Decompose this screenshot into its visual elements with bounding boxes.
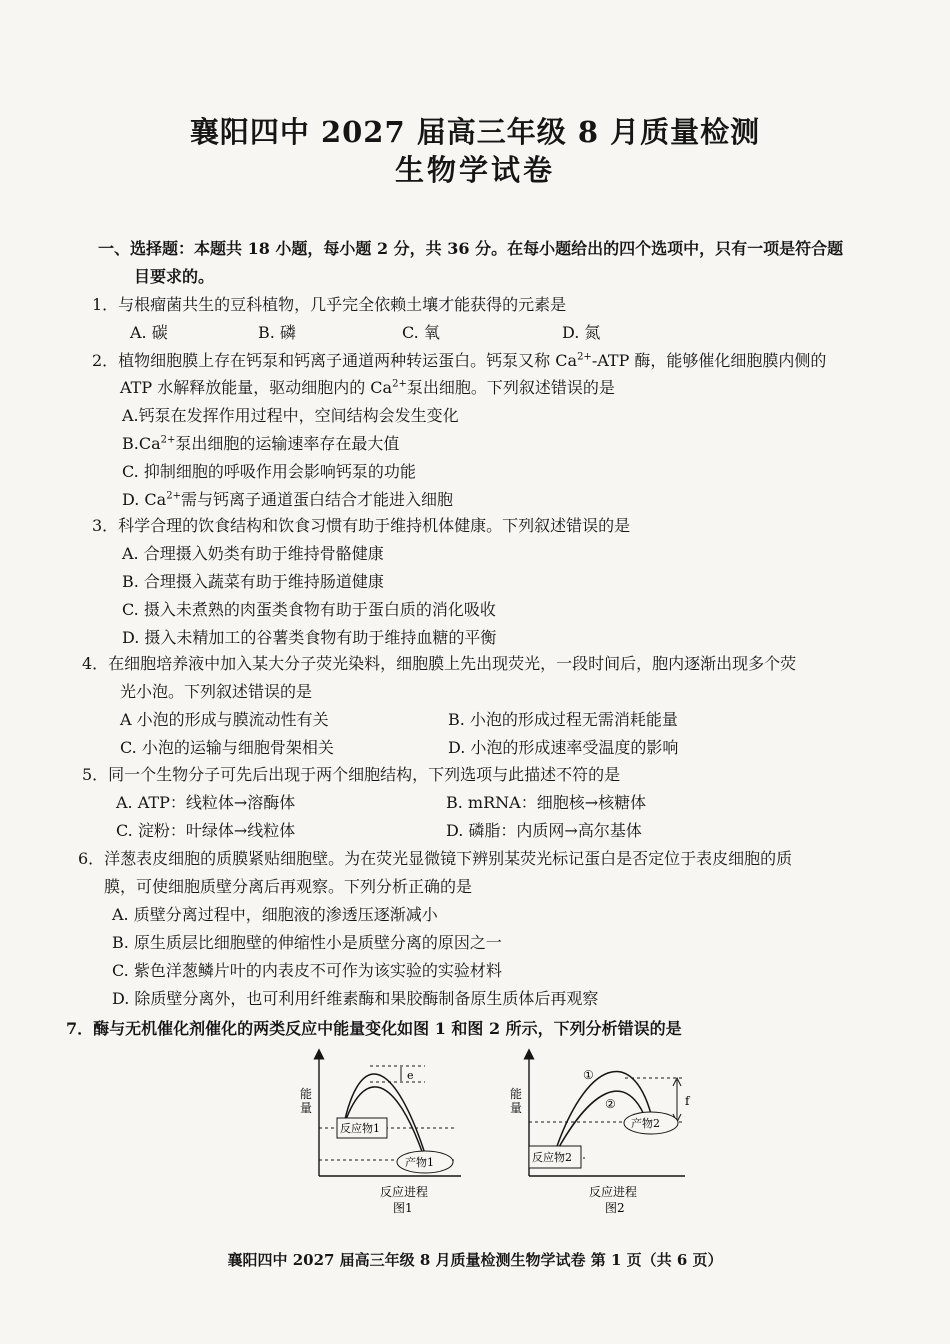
figure-1-caption: 图1	[393, 1201, 413, 1215]
question-2-stem-line1: 2．植物细胞膜上存在钙泵和钙离子通道两种转运蛋白。钙泵又称 $Ca^{2+}$-ATP 酶，能够催化细胞膜内侧的	[92, 351, 827, 370]
question-6-stem-line1: 6．洋葱表皮细胞的质膜紧贴细胞壁。为在荧光显微镜下辨别某荧光标记蛋白是否定位于表皮细胞的质	[78, 849, 793, 868]
question-1-option-b: B. 磷	[258, 323, 296, 342]
page-subtitle: 生物学试卷	[394, 153, 555, 187]
question-4-option-d: D. 小泡的形成速率受温度的影响	[448, 738, 679, 757]
figure-2-curve-2-label: ②	[605, 1097, 616, 1111]
question-5-option-b: B. mRNA：细胞核→核糖体	[446, 793, 647, 812]
question-3-option-b: B. 合理摄入蔬菜有助于维持肠道健康	[122, 572, 384, 591]
page-footer: 襄阳四中 2027 届高三年级 8 月质量检测生物学试卷 第 1 页（共 6 页）	[227, 1251, 723, 1269]
figure-1-e-label: e	[407, 1069, 414, 1082]
figure-2-energy-diagram	[505, 1048, 705, 1218]
question-3-stem: 3．科学合理的饮食结构和饮食习惯有助于维持机体健康。下列叙述错误的是	[92, 516, 631, 535]
question-2-option-b: $B.Ca^{2+}$泵出细胞的运输速率存在最大值	[122, 434, 400, 453]
figure-1-ylabel-2: 量	[300, 1101, 313, 1115]
question-5-stem: 5．同一个生物分子可先后出现于两个细胞结构，下列选项与此描述不符的是	[82, 765, 621, 784]
question-6-option-c: C. 紫色洋葱鳞片叶的内表皮不可作为该实验的实验材料	[112, 961, 502, 980]
question-4-stem-line1: 4．在细胞培养液中加入某大分子荧光染料，细胞膜上先出现荧光，一段时间后，胞内逐渐出现多个荧	[82, 654, 797, 673]
figure-1-curve-high	[343, 1074, 427, 1160]
figure-1-product-label: 产物1	[405, 1156, 434, 1169]
figure-2-xlabel: 反应进程	[589, 1185, 638, 1199]
figure-2-f-label: f	[685, 1094, 690, 1108]
figure-2-curve-1-label: ①	[583, 1068, 594, 1082]
question-6-option-a: A. 质壁分离过程中，细胞液的渗透压逐渐减小	[112, 905, 438, 924]
section-instructions-line2: 目要求的。	[134, 267, 215, 286]
question-5-option-c: C. 淀粉：叶绿体→线粒体	[116, 821, 296, 840]
question-2-option-d: D. $Ca^{2+}$需与钙离子通道蛋白结合才能进入细胞	[122, 490, 453, 509]
question-6-option-b: B. 原生质层比细胞壁的伸缩性小是质壁分离的原因之一	[112, 933, 502, 952]
question-5-option-d: D. 磷脂：内质网→高尔基体	[446, 821, 642, 840]
question-2-stem-line2: ATP 水解释放能量，驱动细胞内的 $Ca^{2+}$泵出细胞。下列叙述错误的是	[120, 378, 615, 397]
question-1-stem: 1．与根瘤菌共生的豆科植物，几乎完全依赖土壤才能获得的元素是	[92, 295, 567, 314]
figure-1-reactant-label: 反应物1	[340, 1122, 380, 1135]
question-3-option-a: A. 合理摄入奶类有助于维持骨骼健康	[122, 544, 384, 563]
figure-2-caption: 图2	[605, 1201, 625, 1215]
question-3-option-c: C. 摄入未煮熟的肉蛋类食物有助于蛋白质的消化吸收	[122, 600, 496, 619]
question-2-option-c: C. 抑制细胞的呼吸作用会影响钙泵的功能	[122, 462, 416, 481]
question-1-option-c: C. 氧	[402, 323, 440, 342]
question-4-stem-line2: 光小泡。下列叙述错误的是	[120, 682, 313, 701]
question-5-option-a: A. ATP：线粒体→溶酶体	[116, 793, 296, 812]
question-4-option-b: B. 小泡的形成过程无需消耗能量	[448, 710, 678, 729]
question-1-option-d: D. 氮	[562, 323, 601, 342]
figure-2-ylabel-2: 量	[510, 1101, 523, 1115]
question-6-option-d: D. 除质壁分离外，也可利用纤维素酶和果胶酶制备原生质体后再观察	[112, 989, 599, 1008]
question-7-stem: 7．酶与无机催化剂催化的两类反应中能量变化如图 1 和图 2 所示，下列分析错误的是	[66, 1019, 682, 1038]
question-2-option-a: A.钙泵在发挥作用过程中，空间结构会发生变化	[122, 406, 459, 425]
figure-1-energy-diagram	[295, 1048, 465, 1218]
question-4-option-a: A 小泡的形成与膜流动性有关	[120, 710, 329, 729]
figure-2-product-label: 产物2	[631, 1117, 660, 1130]
figure-2-reactant-label: 反应物2	[532, 1151, 572, 1164]
figure-1-ylabel-1: 能	[300, 1087, 313, 1101]
question-1-option-a: A. 碳	[130, 323, 168, 342]
question-3-option-d: D. 摄入未精加工的谷薯类食物有助于维持血糖的平衡	[122, 628, 497, 647]
figure-2-ylabel-1: 能	[510, 1087, 523, 1101]
figure-1-xlabel: 反应进程	[380, 1185, 429, 1199]
page-title: 襄阳四中 2027 届高三年级 8 月质量检测	[189, 115, 761, 149]
section-instructions-line1: 一、选择题：本题共 18 小题，每小题 2 分，共 36 分。在每小题给出的四个选项中，只有一项是符合题	[98, 239, 844, 258]
question-4-option-c: C. 小泡的运输与细胞骨架相关	[120, 738, 334, 757]
question-6-stem-line2: 膜，可使细胞质壁分离后再观察。下列分析正确的是	[104, 877, 473, 896]
